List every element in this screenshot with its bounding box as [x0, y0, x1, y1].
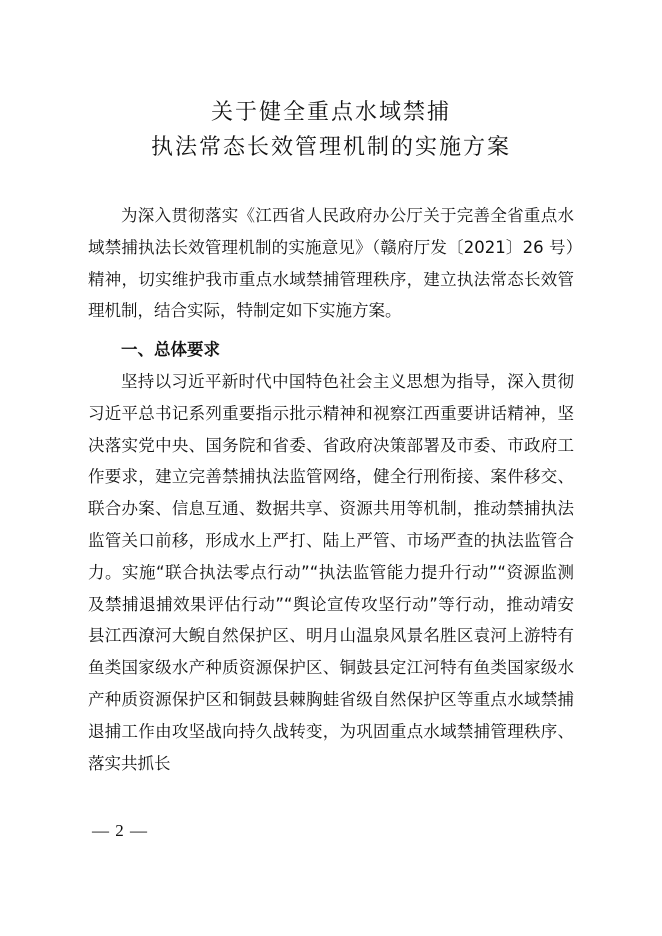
- page-number: — 2 —: [92, 821, 148, 840]
- document-title-line-2: 执法常态长效管理机制的实施方案: [150, 135, 511, 160]
- general-requirements-paragraph: 坚持以习近平新时代中国特色社会主义思想为指导，深入贯彻习近平总书记系列重要指示批示精神和视察江西重要讲话精神，坚决落实党中央、国务院和省委、省政府决策部署及市委、市政府工作要求，建立完善禁捕执法监管网络，健全行刑衔接、案件移交、联合办案、信息互通、数据共享、资源共用等机制，推动禁捕执法监管关口前移，形成水上严打、陆上严管、市场严查的执法监管合力。实施“联合执法零点行动”“执法监管能力提升行动”“资源监测及禁捕退捕效果评估行动”“舆论宣传攻坚行动”等行动，推动靖安县江西潦河大鲵自然保护区、明月山温泉风景名胜区袁河上游特有鱼类国家级水产种质资源保护区、铜鼓县定江河特有鱼类国家级水产种质资源保护区和铜鼓县棘胸蛙省级自然保护区等重点水域禁捕退捕工作由攻坚战向持久战转变，为巩固重点水域禁捕管理秩序、落实共抓长: [88, 372, 574, 773]
- document-title-line-1: 关于健全重点水域禁捕: [210, 100, 451, 125]
- section-heading-general-requirements: 一、总体要求: [121, 340, 220, 359]
- intro-paragraph: 为深入贯彻落实《江西省人民政府办公厅关于完善全省重点水域禁捕执法长效管理机制的实施意见》（赣府厅发〔2021〕26 号）精神，切实维护我市重点水域禁捕管理秩序，建立执法常态长效管理机制，结合实际，特制定如下实施方案。: [88, 206, 574, 321]
